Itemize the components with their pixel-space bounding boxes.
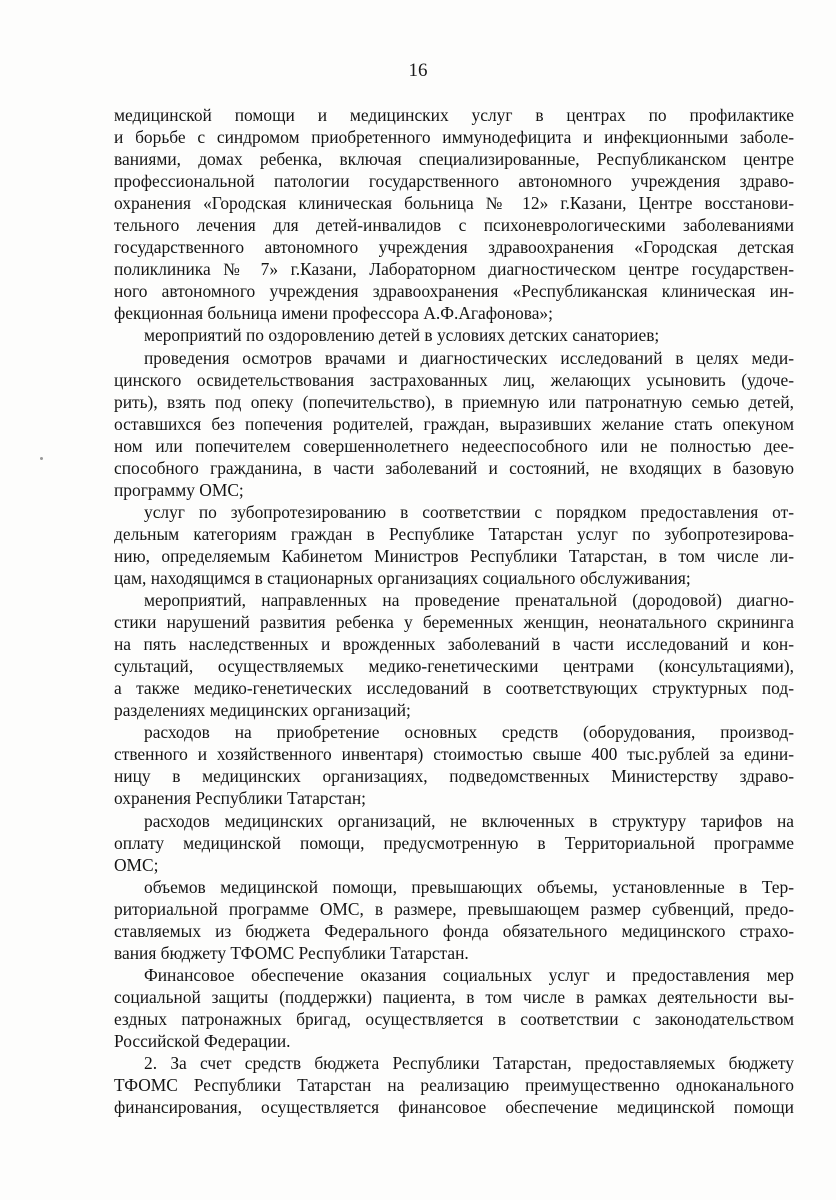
text-line: ездных патронажных бригад, осуществляется в соответствии с законодательством (114, 1008, 794, 1029)
text-line: а также медико-генетических исследований в соответствующих структурных под- (114, 678, 794, 699)
text-line: мероприятий, направленных на проведение пренатальной (дородовой) диагно- (144, 590, 794, 611)
text-line: разделениях медицинских организаций; (114, 700, 411, 721)
text-line: риториальной программе ОМС, в размере, превышающем размер субвенций, предо- (114, 898, 794, 919)
text-line: охранения «Городская клиническая больница № 12» г.Казани, Центре восстанови- (114, 193, 794, 214)
text-line: ваниями, домах ребенка, включая специализированные, Республиканском центре (114, 149, 794, 170)
text-line: услуг по зубопротезированию в соответствии с порядком предоставления от- (144, 501, 794, 522)
text-line: расходов медицинских организаций, не включенных в структуру тарифов на (144, 810, 794, 831)
text-line: тельного лечения для детей-инвалидов с психоневрологическими заболеваниями (114, 215, 794, 236)
text-line: объемов медицинской помощи, превышающих объемы, установленные в Тер- (144, 876, 794, 897)
text-line: поликлиника № 7» г.Казани, Лабораторном диагностическом центре государствен- (114, 259, 794, 280)
text-line: медицинской помощи и медицинских услуг в центрах по профилактике (114, 105, 794, 125)
text-line: социальной защиты (поддержки) пациента, в том числе в рамках деятельности вы- (114, 986, 794, 1007)
text-line: фекционная больница имени профессора А.Ф.Агафонова»; (114, 303, 553, 324)
text-line: на пять наследственных и врожденных заболеваний в части исследований и кон- (114, 634, 794, 655)
text-line: 2. За счет средств бюджета Республики Татарстан, предоставляемых бюджету (144, 1053, 794, 1074)
text-line: ницу в медицинских организациях, подведомственных Министерству здраво- (114, 766, 794, 787)
text-line: ТФОМС Республики Татарстан на реализацию преимущественно одноканального (114, 1075, 794, 1096)
text-line: ставляемых из бюджета Федерального фонда обязательного медицинского страхо- (114, 920, 794, 941)
text-line: Российской Федерации. (114, 1030, 291, 1051)
text-line: ственного и хозяйственного инвентаря) стоимостью свыше 400 тыс.рублей за едини- (114, 744, 794, 765)
text-line: цинского освидетельствования застрахованных лиц, желающих усыновить (удоче- (114, 369, 794, 390)
text-line: рить), взять под опеку (попечительство), в приемную или патронатную семью детей, (114, 391, 794, 412)
text-line: вания бюджету ТФОМС Республики Татарстан. (114, 942, 469, 963)
text-line: ного автономного учреждения здравоохранения «Республиканская клиническая ин- (114, 281, 794, 302)
text-line: сультаций, осуществляемых медико-генетическими центрами (консультациями), (114, 656, 794, 677)
text-line: оставшихся без попечения родителей, граждан, выразивших желание стать опекуном (114, 413, 794, 434)
text-line: ОМС; (114, 854, 159, 875)
page-number: 16 (408, 60, 428, 81)
text-line: Финансовое обеспечение оказания социальных услуг и предоставления мер (144, 964, 794, 985)
text-line: проведения осмотров врачами и диагностических исследований в целях меди- (144, 347, 794, 368)
text-line: расходов на приобретение основных средств (оборудования, производ- (144, 722, 794, 743)
text-line: дельным категориям граждан в Республике Татарстан услуг по зубопротезирова- (114, 523, 794, 544)
text-line: финансирования, осуществляется финансовое обеспечение медицинской помощи (114, 1097, 794, 1118)
text-line: программу ОМС; (114, 479, 244, 500)
text-line: стики нарушений развития ребенка у беременных женщин, неонатального скрининга (114, 612, 794, 633)
document-body (114, 104, 794, 1118)
text-line: ном или попечителем совершеннолетнего недееспособного или не полностью дее- (114, 435, 794, 456)
text-line: оплату медицинской помощи, предусмотренную в Территориальной программе (114, 832, 794, 853)
text-line: охранения Республики Татарстан; (114, 788, 367, 809)
text-line: способного гражданина, в части заболеваний и состояний, не входящих в базовую (114, 457, 794, 478)
text-line: мероприятий по оздоровлению детей в условиях детских санаториев; (144, 325, 660, 346)
text-line: государственного автономного учреждения здравоохранения «Городская детская (114, 237, 794, 258)
text-line: цам, находящимся в стационарных организациях социального обслуживания; (114, 567, 691, 588)
text-line: профессиональной патологии государственного автономного учреждения здраво- (114, 171, 794, 192)
text-line: нию, определяемым Кабинетом Министров Республики Татарстан, в том числе ли- (114, 545, 794, 566)
text-line: и борьбе с синдромом приобретенного иммунодефицита и инфекционными заболе- (114, 127, 794, 148)
scan-speck (40, 457, 43, 460)
